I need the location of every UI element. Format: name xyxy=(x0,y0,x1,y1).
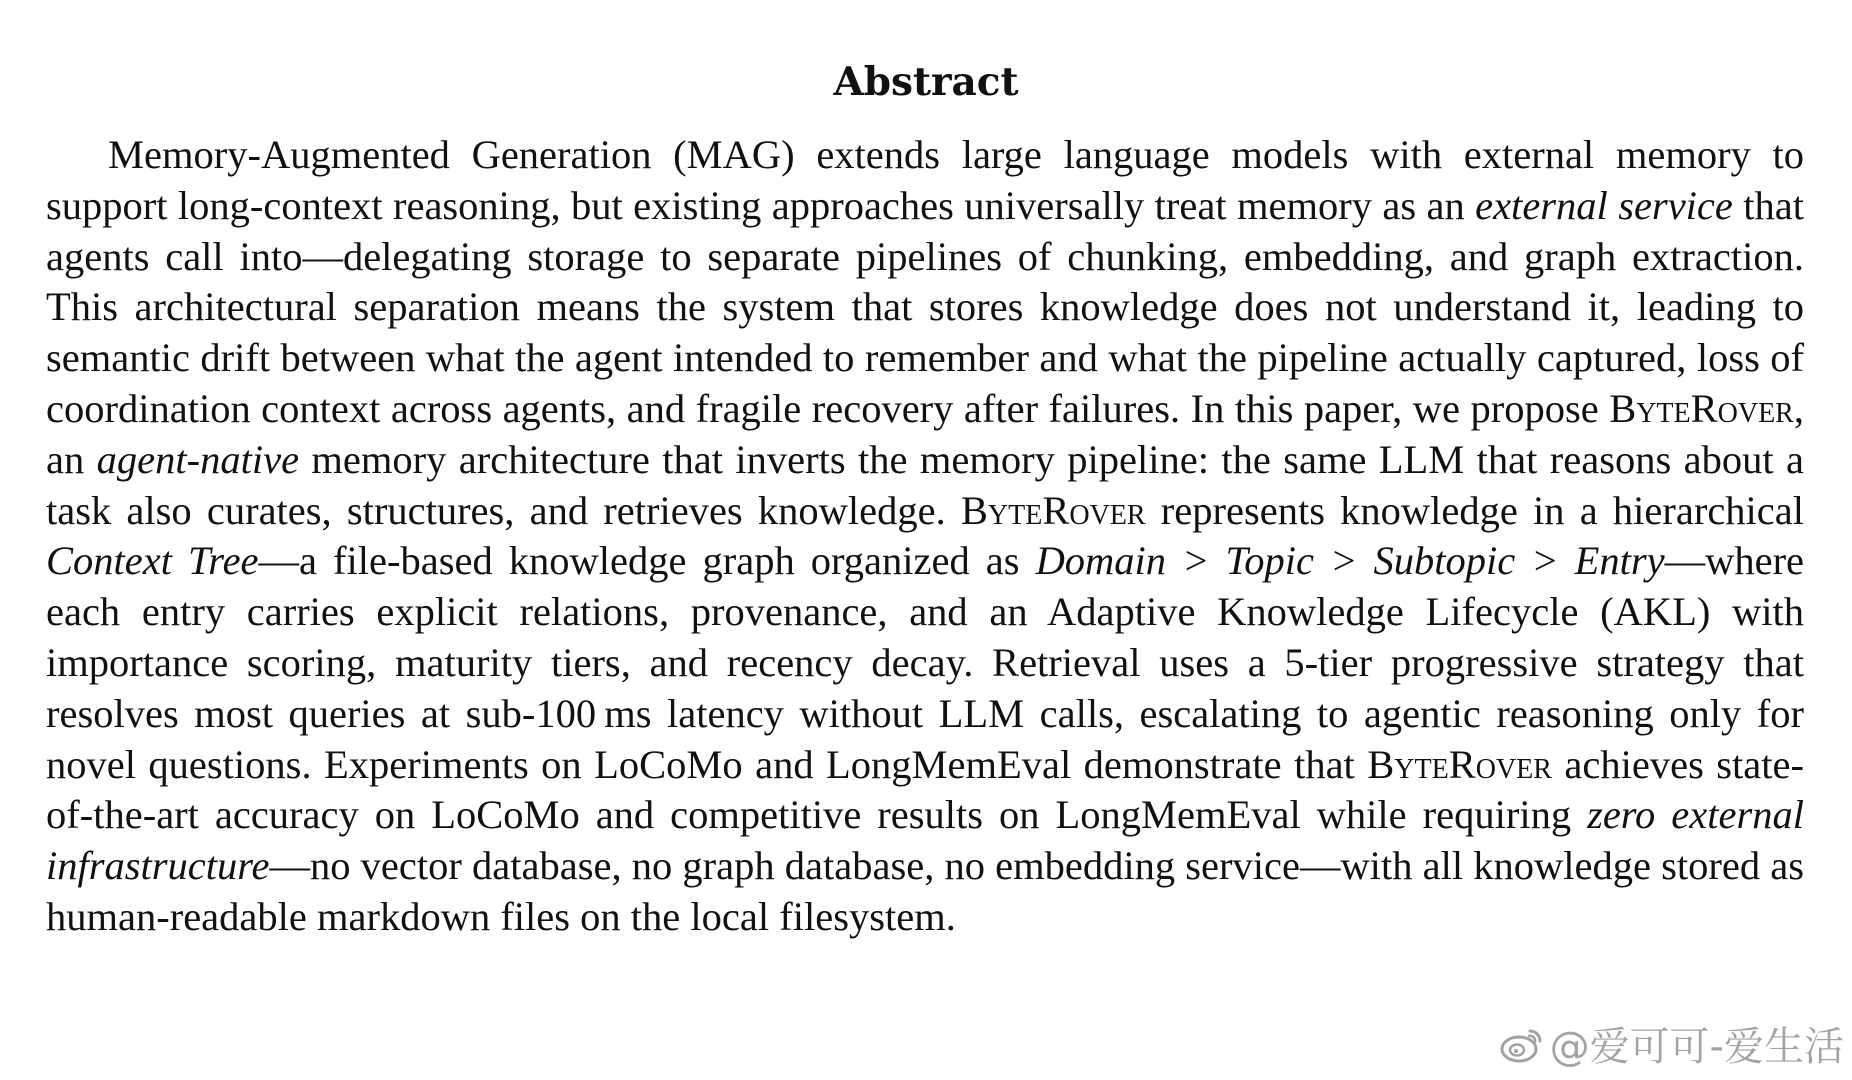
system-name: ByteRover xyxy=(1609,385,1794,431)
abstract-heading: Abstract xyxy=(833,59,1019,105)
abstract-text: that agents call into—delegating storage to separate pipelines of chunking, embedding, and graph extraction. This architectural separation means the system that stores knowledge does not understand it, leading to semantic drift between what the agent intended to remember and what the pipeline actually captured, loss of coordination context across agents, and fragile recovery after failures. In this paper, we propose xyxy=(46,182,1805,431)
abstract-text: represents knowledge in a hierarchical xyxy=(1145,487,1805,533)
abstract-text: memory architecture that inverts the memory pipeline: the same LLM that reasons about a task also curates, structures, and retrieves knowledge. xyxy=(46,436,1804,533)
abstract-text: , an xyxy=(46,385,1804,482)
watermark-text: @爱可可-爱生活 xyxy=(1549,1024,1844,1070)
abstract-text: achieves state-of-the-art accuracy on LoCoMo and competitive results on LongMemEval while requiring xyxy=(46,741,1804,838)
abstract-emphasis: Domain > Topic > Subtopic > Entry xyxy=(1035,538,1665,584)
abstract-paragraph xyxy=(46,130,1804,943)
abstract-text: —where each entry carries explicit relations, provenance, and an Adaptive Knowledge Lifecycle (AKL) with importance scoring, maturity tiers, and recency decay. Retrieval uses a 5-tier progressive strategy that resolves most queries at sub-100 ms latency without LLM calls, escalating to agentic reasoning only for novel questions. Experiments on LoCoMo and LongMemEval demonstrate that xyxy=(46,538,1805,787)
system-name: ByteRover xyxy=(1367,741,1552,787)
abstract-text: Memory-Augmented Generation (MAG) extends large language models with external memory to support long-context reasoning, but existing approaches universally treat memory as an xyxy=(46,132,1804,228)
watermark xyxy=(1500,1015,1844,1072)
abstract-emphasis: agent-native xyxy=(96,436,300,482)
abstract-emphasis: Context Tree xyxy=(46,538,259,584)
abstract-emphasis: zero external infrastructure xyxy=(46,792,1804,889)
system-name: ByteRover xyxy=(960,487,1146,533)
weibo-icon xyxy=(1500,1025,1544,1063)
abstract-emphasis: external service xyxy=(1475,182,1733,228)
abstract-text: —no vector database, no graph database, no embedding service—with all knowledge stored as human-readable markdown files on the local filesystem. xyxy=(46,843,1804,939)
abstract-text: —a file-based knowledge graph organized as xyxy=(258,538,1036,584)
